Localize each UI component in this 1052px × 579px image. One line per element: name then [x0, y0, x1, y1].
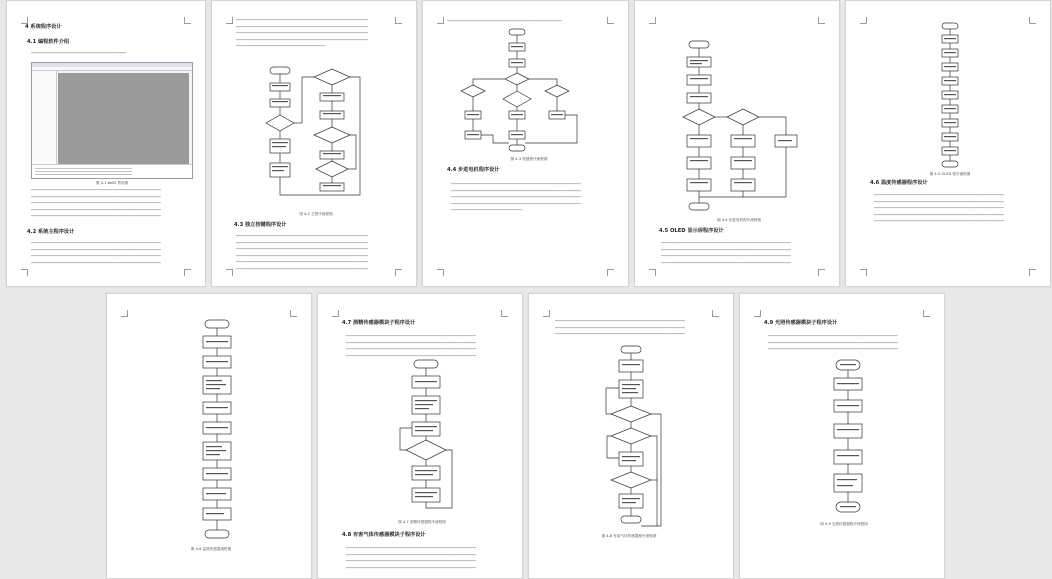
- crop-mark: [543, 310, 550, 317]
- body-text: ━━━━━━━━━━━━━━━━━━━━━━━━━━━━━━━━━━━━━━━━━━━━━━━━━━━━━━━━━━━━ ━━━━━━━━━━━━━━━━━━━━━━━━━━━━━━━━━━━━━━━━━━━━━━━━━━━━━━━━━━━━ ━━━━━━━━━━━━━━━━━━━━━━━━━━━━━━━━━━━━━━━━━━━━━━━━━━━━━━━━━━━━ ━━━━━━━━━━━━━━━━━━━━━━━━━━━━━━━━━━━━━━━━━━━━━━━━━━━━━━━━━━━━ ━━━━━━━━━━━━━━━━━━━━━━━━━━━━━━━━━━━━━━━━━━━━━━━━━━━━━━━━━━━━: [874, 193, 1004, 224]
- crop-mark: [1029, 17, 1036, 24]
- main-program-flowchart: [252, 65, 392, 205]
- crop-mark: [818, 269, 825, 276]
- section-heading: 4.3 独立按键程序设计: [234, 222, 287, 228]
- crop-mark: [226, 17, 233, 24]
- section-heading: 4.7 酒精传感器模块子程序设计: [342, 320, 416, 326]
- crop-mark: [649, 269, 656, 276]
- stepper-motor-flowchart: [671, 39, 811, 215]
- document-page-6: [106, 293, 312, 579]
- figure-caption: 图 4-6 温度传感器流程图: [190, 547, 232, 551]
- crop-mark: [21, 17, 28, 24]
- temperature-sensor-flowchart: [197, 318, 237, 546]
- figure-caption: 图 4-1 Keil5 界面图: [95, 181, 129, 185]
- document-page-9: [739, 293, 945, 579]
- body-text: ━━━━━━━━━━━━━━━━━━━━━━━━━━━━━━━━━━━━━━━━━━━━━━━━━━━━━━━━━━━━ ━━━━━━━━━━━━━━━━━━━━━━━━━━━━━━━━━━━━━━━━━━━━━━━━━━━━━━━━━━━━ ━━━━━━━━━━━━━━━━━━━━━━━━━━━━━━━━━━━━━━━━━━━━━━━━━━━━━━━━━━━━ ━━━━━━━━━━━━━━━━━━━━━━━━━━━━━━━━━━━━━━━━━━━━━━━━━━━━━━━━━━━━: [661, 241, 791, 265]
- section-heading: 4.5 OLED 显示屏程序设计: [659, 228, 724, 234]
- figure-caption: 图 4-9 光照传感器程序流程图: [820, 522, 868, 526]
- document-page-4: [634, 0, 840, 287]
- body-text: ━━━━━━━━━━━━━━━━━━━━━━━━━━━━━━━━━━━━━━━━━━━━━━━━━━━━━━━━━━━━ ━━━━━━━━━━━━━━━━━━━━━━━━━━━━━━━━━━━━━━━━━━━━━━━━━━━━━━━━━━━━ ━━━━━━━━━━━━━━━━━━━━━━━━━━━━━━━━━━━━━━━━━━━━━━━━━━━━━━━━━━━━ ━━━━━━━━━━━━━━━━━━━━━━━━━━━━━━━━━━━━━━━━━━━━━━━━━━━━━━━━━━━━: [346, 546, 476, 570]
- crop-mark: [121, 310, 128, 317]
- crop-mark: [1029, 269, 1036, 276]
- document-page-2: [211, 0, 417, 287]
- crop-mark: [860, 269, 867, 276]
- software-screenshot: [31, 62, 193, 179]
- body-text: ━━━━━━━━━━━━━━━━━━━━━━━━━━━━━━━━━━━━━━━━━━━━━━━━━━━━━: [447, 19, 562, 23]
- body-text: ━━━━━━━━━━━━━━━━━━━━━━━━━━━━━━━━━━━━━━━━━━━━━━━━━━━━━━━━━━━━━ ━━━━━━━━━━━━━━━━━━━━━━━━━━━━━━━━━━━━━━━━━━━━━━━━━━━━━━━━━━━━━ ━━━━━━━━━━━━━━━━━━━━━━━━━━━━━━━━━━━━━━━━━━━━━━━━━━━━━━━━━━━━━ ━━━━━━━━━━━━━━━━━━━━━━━━━━━━━━━━━━━━━━━━━━━━━━━━━━━━━━━━━━━━━ ━━━━━━━━━━━━━━━━━━━━━━━━━━━━━━━━━━━━━━━━━━━━━━━━━━━━━━━━━━━━━ ━━━━━━━━━━━━━━━━━━━━━━━━━━━━━━━━━━━━━━━━━━━━━━━━━━━━━━━━━━━━━: [236, 234, 368, 271]
- crop-mark: [332, 310, 339, 317]
- document-page-1: [6, 0, 206, 287]
- section-heading: 4 系统程序设计: [25, 24, 62, 30]
- section-heading: 4.8 有害气体传感器模块子程序设计: [342, 532, 426, 538]
- section-heading: 4.4 步进电机程序设计: [447, 167, 500, 173]
- crop-mark: [226, 269, 233, 276]
- crop-mark: [607, 17, 614, 24]
- document-page-7: [317, 293, 523, 579]
- harmful-gas-flowchart: [605, 344, 675, 534]
- figure-caption: 图 4-5 OLED 程序流程图: [929, 172, 971, 176]
- figure-caption: 图 4-3 按键程序流程图: [510, 157, 548, 161]
- section-heading: 4.1 编程软件介绍: [27, 39, 70, 45]
- document-page-8: [528, 293, 734, 579]
- body-text: ━━━━━━━━━━━━━━━━━━━━━━━━━━━━━━━━━━━━━━━━━━━━━━━━━━━━━━━━━━━━ ━━━━━━━━━━━━━━━━━━━━━━━━━━━━━━━━━━━━━━━━━━━━━━━━━━━━━━━━━━━━ ━━━━━━━━━━━━━━━━━━━━━━━━━━━━━━━━━━━━━━━━━━━━━━━━━━━━━━━━━━━━ ━━━━━━━━━━━━━━━━━━━━━━━━━━━━━━━━━━━━━━━━━━━━━━━━━━━━━━━━━━━━: [31, 241, 161, 265]
- alcohol-sensor-flowchart: [398, 358, 458, 514]
- crop-mark: [712, 310, 719, 317]
- crop-mark: [923, 310, 930, 317]
- section-heading: 4.9 光照传感器模块子程序设计: [764, 320, 838, 326]
- crop-mark: [21, 269, 28, 276]
- figure-caption: 图 4-2 主程序流程图: [299, 212, 333, 216]
- body-text: ━━━━━━━━━━━━━━━━━━━━━━━━━━━━━━━━━━━━━━━━━━━━━━━━━━━━━━━━━━━━ ━━━━━━━━━━━━━━━━━━━━━━━━━━━━━━━━━━━━━━━━━━━━━━━━━━━━━━━━━━━━ ━━━━━━━━━━━━━━━━━━━━━━━━━━━━━━━━━━━━━━━━━━━━━━━━━━━━━━━━━━━━ ━━━━━━━━━━━━━━━━━━━━━━━━━━━━━━━━━━━━━━━━━━━━━━━━━━━━━━━━━━━━ ━━━━━━━━━━━━━━━━━━━━━━━━━━━━━━━━━: [451, 182, 581, 213]
- button-flowchart: [453, 27, 603, 157]
- crop-mark: [184, 17, 191, 24]
- document-page-3: [422, 0, 629, 287]
- body-text: ━━━━━━━━━━━━━━━━━━━━━━━━━━━━━━━━━━━━━━━━━━━━━━━━━━━━━━━━━━━━ ━━━━━━━━━━━━━━━━━━━━━━━━━━━━━━━━━━━━━━━━━━━━━━━━━━━━━━━━━━━━ ━━━━━━━━━━━━━━━━━━━━━━━━━━━━━━━━━━━━━━━━━━━━━━━━━━━━━━━━━━━━ ━━━━━━━━━━━━━━━━━━━━━━━━━━━━━━━━━━━━━━━━━━━━━━━━━━━━━━━━━━━━: [346, 334, 476, 358]
- document-page-5: [845, 0, 1051, 287]
- section-heading: 4.2 系统主程序设计: [27, 229, 75, 235]
- crop-mark: [607, 269, 614, 276]
- figure-caption: 图 4-7 酒精传感器程序流程图: [398, 520, 446, 524]
- figure-caption: 图 4-4 步进电机程序流程图: [716, 218, 762, 222]
- crop-mark: [860, 17, 867, 24]
- crop-mark: [184, 269, 191, 276]
- crop-mark: [649, 17, 656, 24]
- crop-mark: [437, 17, 444, 24]
- oled-flowchart: [938, 21, 962, 171]
- body-text: ━━━━━━━━━━━━━━━━━━━━━━━━━━━━━━━━━━━━━━━━━━━━: [31, 51, 127, 55]
- light-sensor-flowchart: [828, 358, 868, 518]
- crop-mark: [290, 310, 297, 317]
- body-text: ━━━━━━━━━━━━━━━━━━━━━━━━━━━━━━━━━━━━━━━━━━━━━━━━━━━━━━━━━━━━━ ━━━━━━━━━━━━━━━━━━━━━━━━━━━━━━━━━━━━━━━━━━━━━━━━━━━━━━━━━━━━━ ━━━━━━━━━━━━━━━━━━━━━━━━━━━━━━━━━━━━━━━━━━━━━━━━━━━━━━━━━━━━━ ━━━━━━━━━━━━━━━━━━━━━━━━━━━━━━━━━━━━━━━━━━━━━━━━━━━━━━━━━━━━━ ━━━━━━━━━━━━━━━━━━━━━━━━━━━━━━━━━━━━━━━━━: [236, 18, 368, 49]
- crop-mark: [818, 17, 825, 24]
- crop-mark: [437, 269, 444, 276]
- body-text: ━━━━━━━━━━━━━━━━━━━━━━━━━━━━━━━━━━━━━━━━━━━━━━━━━━━━━━━━━━━━ ━━━━━━━━━━━━━━━━━━━━━━━━━━━━━━━━━━━━━━━━━━━━━━━━━━━━━━━━━━━━ ━━━━━━━━━━━━━━━━━━━━━━━━━━━━━━━━━━━━━━━━━━━━━━━━━━━━━━━━━━━━: [768, 334, 898, 352]
- section-heading: 4.6 温度传感器程序设计: [870, 180, 928, 186]
- figure-caption: 图 4-8 有害气体传感器程序流程图: [601, 534, 657, 538]
- body-text: ━━━━━━━━━━━━━━━━━━━━━━━━━━━━━━━━━━━━━━━━━━━━━━━━━━━━━━━━━━━━ ━━━━━━━━━━━━━━━━━━━━━━━━━━━━━━━━━━━━━━━━━━━━━━━━━━━━━━━━━━━━ ━━━━━━━━━━━━━━━━━━━━━━━━━━━━━━━━━━━━━━━━━━━━━━━━━━━━━━━━━━━━: [555, 319, 685, 337]
- body-text: ━━━━━━━━━━━━━━━━━━━━━━━━━━━━━━━━━━━━━━━━━━━━━━━━━━━━━━━━━━━━ ━━━━━━━━━━━━━━━━━━━━━━━━━━━━━━━━━━━━━━━━━━━━━━━━━━━━━━━━━━━━ ━━━━━━━━━━━━━━━━━━━━━━━━━━━━━━━━━━━━━━━━━━━━━━━━━━━━━━━━━━━━ ━━━━━━━━━━━━━━━━━━━━━━━━━━━━━━━━━━━━━━━━━━━━━━━━━━━━━━━━━━━━ ━━━━━━━━━━━━━━━━━━━━━━━━━━━━━━━━━━━━━━━━━━━━━━━━━━━━━━━━━━━━: [31, 188, 161, 219]
- crop-mark: [754, 310, 761, 317]
- crop-mark: [501, 310, 508, 317]
